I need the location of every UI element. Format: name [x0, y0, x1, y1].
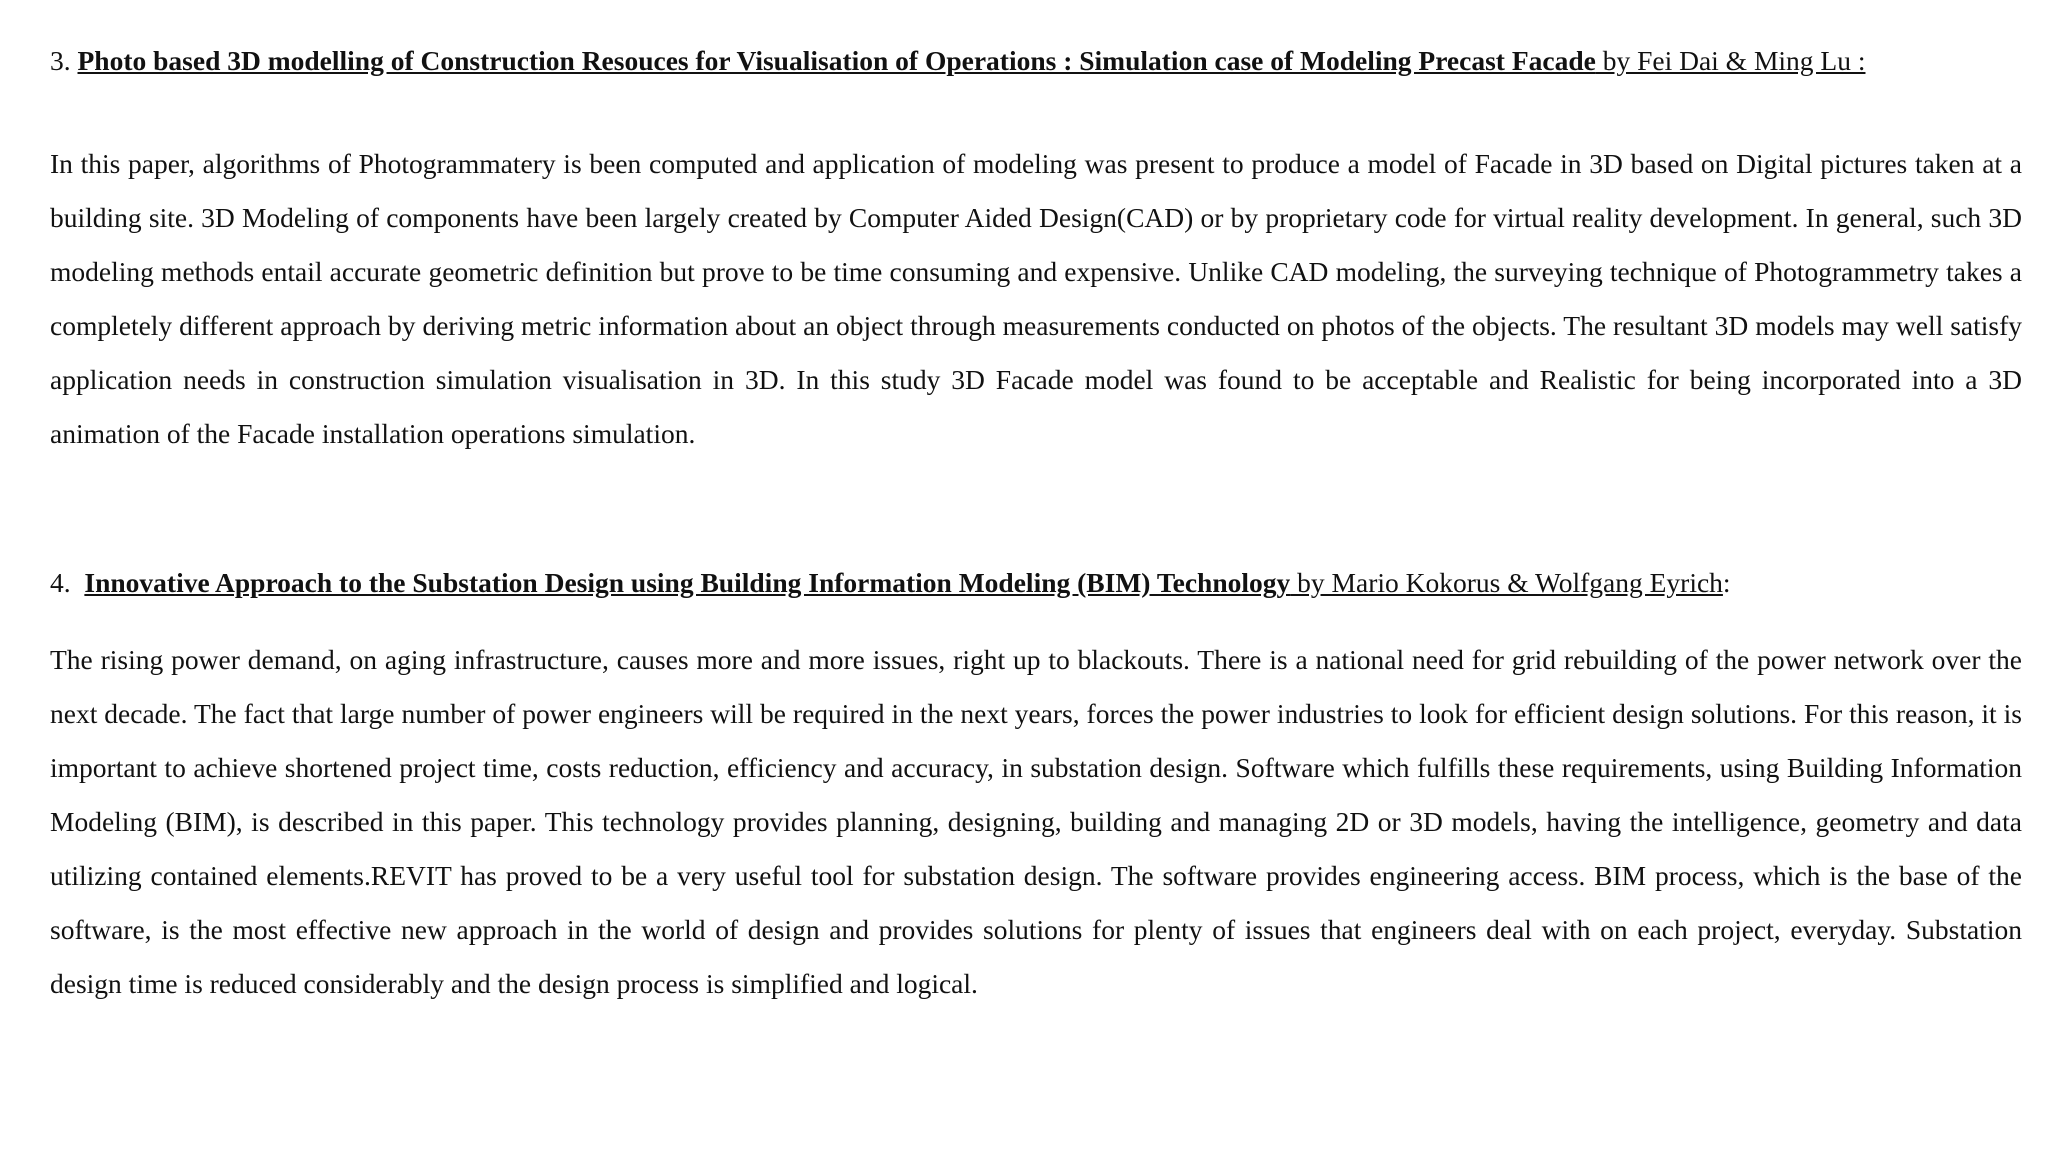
- entry-3-title: Photo based 3D modelling of Construction Resouces for Visualisation of Operations : Simulation case of Modeling Precast Facade: [77, 45, 1596, 76]
- entry-3-number: 3.: [50, 45, 78, 76]
- entry-4-authors: by Mario Kokorus & Wolfgang Eyrich: [1290, 567, 1723, 598]
- entry-4-suffix: :: [1722, 567, 1731, 598]
- entry-4-heading: [50, 566, 2022, 599]
- entry-4-number: 4.: [50, 567, 85, 598]
- entry-3-abstract: In this paper, algorithms of Photogrammatery is been computed and application of modeling was present to produce a model of Facade in 3D based on Digital pictures taken at a building site. 3D Modeling of components have been largely created by Computer Aided Design(CAD) or by proprietary code for virtual reality development. In general, such 3D modeling methods entail accurate geometric definition but prove to be time consuming and expensive. Unlike CAD modeling, the surveying technique of Photogrammetry takes a completely different approach by deriving metric information about an object through measurements conducted on photos of the objects. The resultant 3D models may well satisfy application needs in construction simulation visualisation in 3D. In this study 3D Facade model was found to be acceptable and Realistic for being incorporated into a 3D animation of the Facade installation operations simulation.: [50, 148, 2022, 449]
- entry-4-title: Innovative Approach to the Substation Design using Building Information Modeling (BIM) Technology: [84, 567, 1291, 598]
- entry-3-authors: by Fei Dai & Ming Lu :: [1595, 45, 1866, 76]
- entry-4-abstract: The rising power demand, on aging infrastructure, causes more and more issues, right up to blackouts. There is a national need for grid rebuilding of the power network over the next decade. The fact that large number of power engineers will be required in the next years, forces the power industries to look for efficient design solutions. For this reason, it is important to achieve shortened project time, costs reduction, efficiency and accuracy, in substation design. Software which fulfills these requirements, using Building Information Modeling (BIM), is described in this paper. This technology provides planning, designing, building and managing 2D or 3D models, having the intelligence, geometry and data utilizing contained elements.REVIT has proved to be a very useful tool for substation design. The software provides engineering access. BIM process, which is the base of the software, is the most effective new approach in the world of design and provides solutions for plenty of issues that engineers deal with on each project, everyday. Substation design time is reduced considerably and the design process is simplified and logical.: [50, 644, 2022, 999]
- entry-3-heading: [50, 44, 2022, 77]
